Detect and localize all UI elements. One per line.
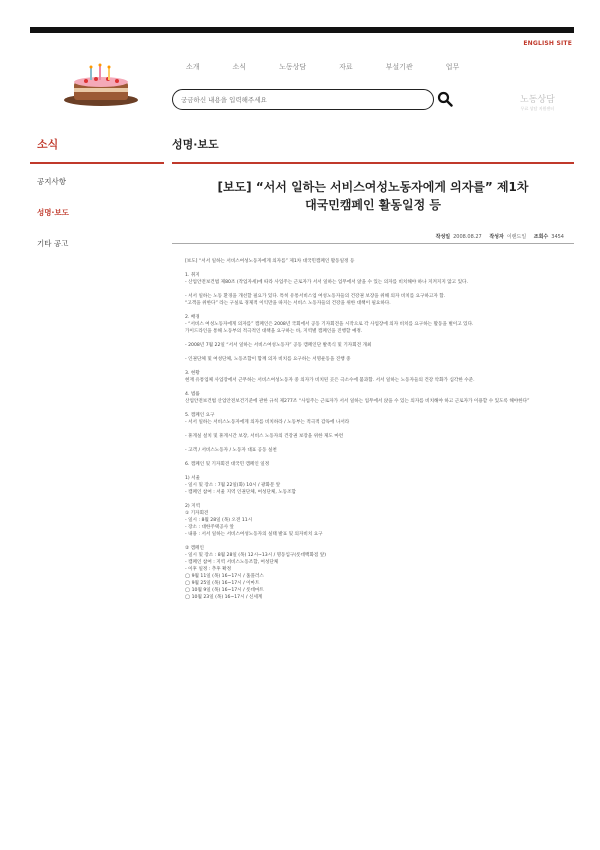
- article-line: [185, 440, 565, 447]
- article-line: 4. 법률: [185, 392, 200, 397]
- article-line: “고객을 위한다” 라는 구실로 경제적 이익만을 따지는 서비스 노동자들의 건강을 위한 대책이 필요하다.: [185, 301, 391, 306]
- article-line: [185, 307, 565, 314]
- counsel-title: 노동상담: [520, 95, 555, 105]
- nav-item-work[interactable]: 업무: [445, 63, 460, 71]
- article-line: [185, 349, 565, 356]
- article-meta: [436, 233, 570, 240]
- author-label: 작성자: [489, 234, 504, 240]
- article-line: - 서서 일하는 노동 환경을 개선할 필요가 있다. 특히 유통서비스업 여성노동자들의 건강권 보장을 위해 의자 비치를 요구하고자 함.: [185, 294, 446, 299]
- article-line: - 고객 / 서비스노동자 / 노동자 대표 공동 실천: [185, 448, 277, 453]
- article-line: [185, 454, 565, 461]
- article-line: [185, 496, 565, 503]
- section-title: 성명·보도: [172, 138, 219, 151]
- article-line: ② 캠페인: [185, 546, 204, 551]
- article-line: [185, 286, 565, 293]
- search-input[interactable]: 궁금하신 내용을 입력해주세요: [172, 89, 434, 110]
- article-line: ◯ 9월 25일 (목) 16~17시 / 이마트: [185, 581, 260, 586]
- article-line: 산업안전보건법 산업안전보건기준에 관한 규칙 제277조 “사업주는 근로자가 서서 일하는 업무에서 앉을 수 있는 의자를 비치해야 하고 근로자가 이용할 수 있도록 해야한다”: [185, 399, 530, 404]
- article-line: ◯ 10월 23일 (목) 16~17시 / 신세계: [185, 595, 263, 600]
- counsel-subtitle: 무료 상담 지원센터: [520, 106, 555, 111]
- post-author: 이랜드일: [506, 234, 527, 240]
- article-line: - 캠페인 참여 : 지역 서비스노동조합, 여성단체: [185, 560, 279, 565]
- article-line: [185, 265, 565, 272]
- article-line: 가이드라인을 통해 노동부의 적극적인 대책을 요구하는 바, 지역별 캠페인을 진행할 예정.: [185, 329, 363, 334]
- article-line: - 캠페인 참여 : 서울 지역 인권단체, 여성단체, 노동조합: [185, 490, 296, 495]
- article-line: ◯ 9월 11일 (목) 16~17시 / 홈플러스: [185, 574, 264, 579]
- article-line: 1. 취지: [185, 273, 200, 278]
- article-line: - 일시 및 장소 : 8월 28일 (목) 12시~13시 / 명동입구(롯데백화점 앞): [185, 553, 327, 558]
- nav-item-intro[interactable]: 소개: [186, 63, 200, 71]
- nav-item-news[interactable]: 소식: [232, 63, 247, 71]
- post-date: 2008.08.27: [453, 234, 482, 240]
- article-line: - 내용 : 서서 일하는 서비스여성노동자의 실태 발표 및 의자비치 요구: [185, 532, 323, 537]
- sidebar-title: 소식: [37, 138, 59, 151]
- article-line: 6. 캠페인 및 기자회견 대국민 캠페인 일정: [185, 462, 270, 467]
- article-line: ◯ 10월 9일 (목) 16~17시 / 롯데마트: [185, 588, 264, 593]
- article-line: [185, 405, 565, 412]
- article-line: 5. 캠페인 요구: [185, 413, 215, 418]
- sidebar-item-statement[interactable]: 성명·보도: [37, 208, 69, 217]
- article-line: 2. 배경: [185, 315, 200, 320]
- article-line: - “서비스 여성노동자에게 의자를” 캠페인은 2008년 국회에서 공동 기자회견을 시작으로 각 사업장에 의자 비치를 요구하는 활동을 벌이고 있다.: [185, 322, 474, 327]
- article-title-line1: [보도] “서서 일하는 서비스여성노동자에게 의자를” 제1차: [217, 180, 529, 194]
- article-line: - 2008년 7월 22일 “서서 일하는 서비스여성노동자” 공동 캠페인단 발족식 및 기자회견 개최: [185, 343, 372, 348]
- sidebar-item-notice[interactable]: 공지사항: [37, 177, 66, 186]
- meta-divider: [172, 243, 574, 244]
- article-line: [185, 538, 565, 545]
- article-line: [185, 426, 565, 433]
- article-line: - 이후 일정 : 추후 확정: [185, 567, 232, 572]
- article-line: - 일시 : 8월 28일 (목) 오전 11시: [185, 518, 253, 523]
- article-line: [보도] “서서 일하는 서비스여성노동자에게 의자를” 제1차 대국민캠페인 활동일정 등: [185, 259, 355, 264]
- article-line: [185, 335, 565, 342]
- sidebar-menu: [37, 176, 69, 269]
- article-line: - 서서 일하는 서비스노동자에게 의자를 비치하라 / 노동부는 적극적 감독에 나서라: [185, 420, 350, 425]
- counsel-link[interactable]: [520, 92, 555, 112]
- nav-item-counsel[interactable]: 노동상담: [279, 63, 307, 71]
- view-count: 3454: [551, 234, 564, 240]
- date-label: 작성일: [435, 234, 451, 240]
- sidebar-divider: [30, 162, 164, 164]
- article-line: - 일시 및 장소 : 7월 22일(화) 10시 / 광화문 앞: [185, 483, 281, 488]
- article-line: - 휴게실 설치 및 휴게시간 보장, 서비스 노동자의 건강권 보장을 위한 제도 마련: [185, 434, 344, 439]
- section-divider: [172, 162, 574, 164]
- article-line: 3. 현황: [185, 371, 200, 376]
- sidebar-item-other[interactable]: 기타 공고: [37, 239, 69, 248]
- cake-logo-icon[interactable]: [62, 60, 140, 108]
- article-line: - 장소 : 대한주택공사 앞: [185, 525, 234, 530]
- article-line: 2) 지역: [185, 504, 201, 509]
- english-site-link[interactable]: ENGLISH SITE: [523, 40, 572, 47]
- views-label: 조회수: [533, 234, 549, 240]
- article-title: [172, 178, 574, 214]
- article-line: - 산업안전보건법 제80조 (작업자세)에 따라 사업주는 근로자가 서서 일하는 업무에서 앉을 수 있는 의자를 비치해야 하나 지켜지지 않고 있다.: [185, 280, 468, 285]
- nav-item-resources[interactable]: 자료: [339, 63, 353, 71]
- article-line: 현재 유통업체 사업장에서 근무하는 서비스여성노동자 중 의자가 비치된 곳은 극소수에 불과함. 서서 일하는 노동자들의 건강 악화가 심각한 수준.: [185, 378, 475, 383]
- top-bar: [30, 27, 574, 33]
- main-nav: [186, 62, 492, 72]
- search-icon[interactable]: [437, 91, 453, 107]
- article-line: [185, 384, 565, 391]
- article-body: [185, 258, 565, 601]
- article-line: - 인권단체 및 여성단체, 노동조합이 함께 의자 비치를 요구하는 서명운동을 진행 중: [185, 357, 351, 362]
- article-title-line2: 대국민캠페인 활동일정 등: [305, 198, 441, 212]
- article-line: ① 기자회견: [185, 511, 209, 516]
- article-line: [185, 468, 565, 475]
- article-line: 1) 서울: [185, 476, 201, 481]
- nav-item-affiliates[interactable]: 부설기관: [385, 63, 413, 71]
- article-line: [185, 363, 565, 370]
